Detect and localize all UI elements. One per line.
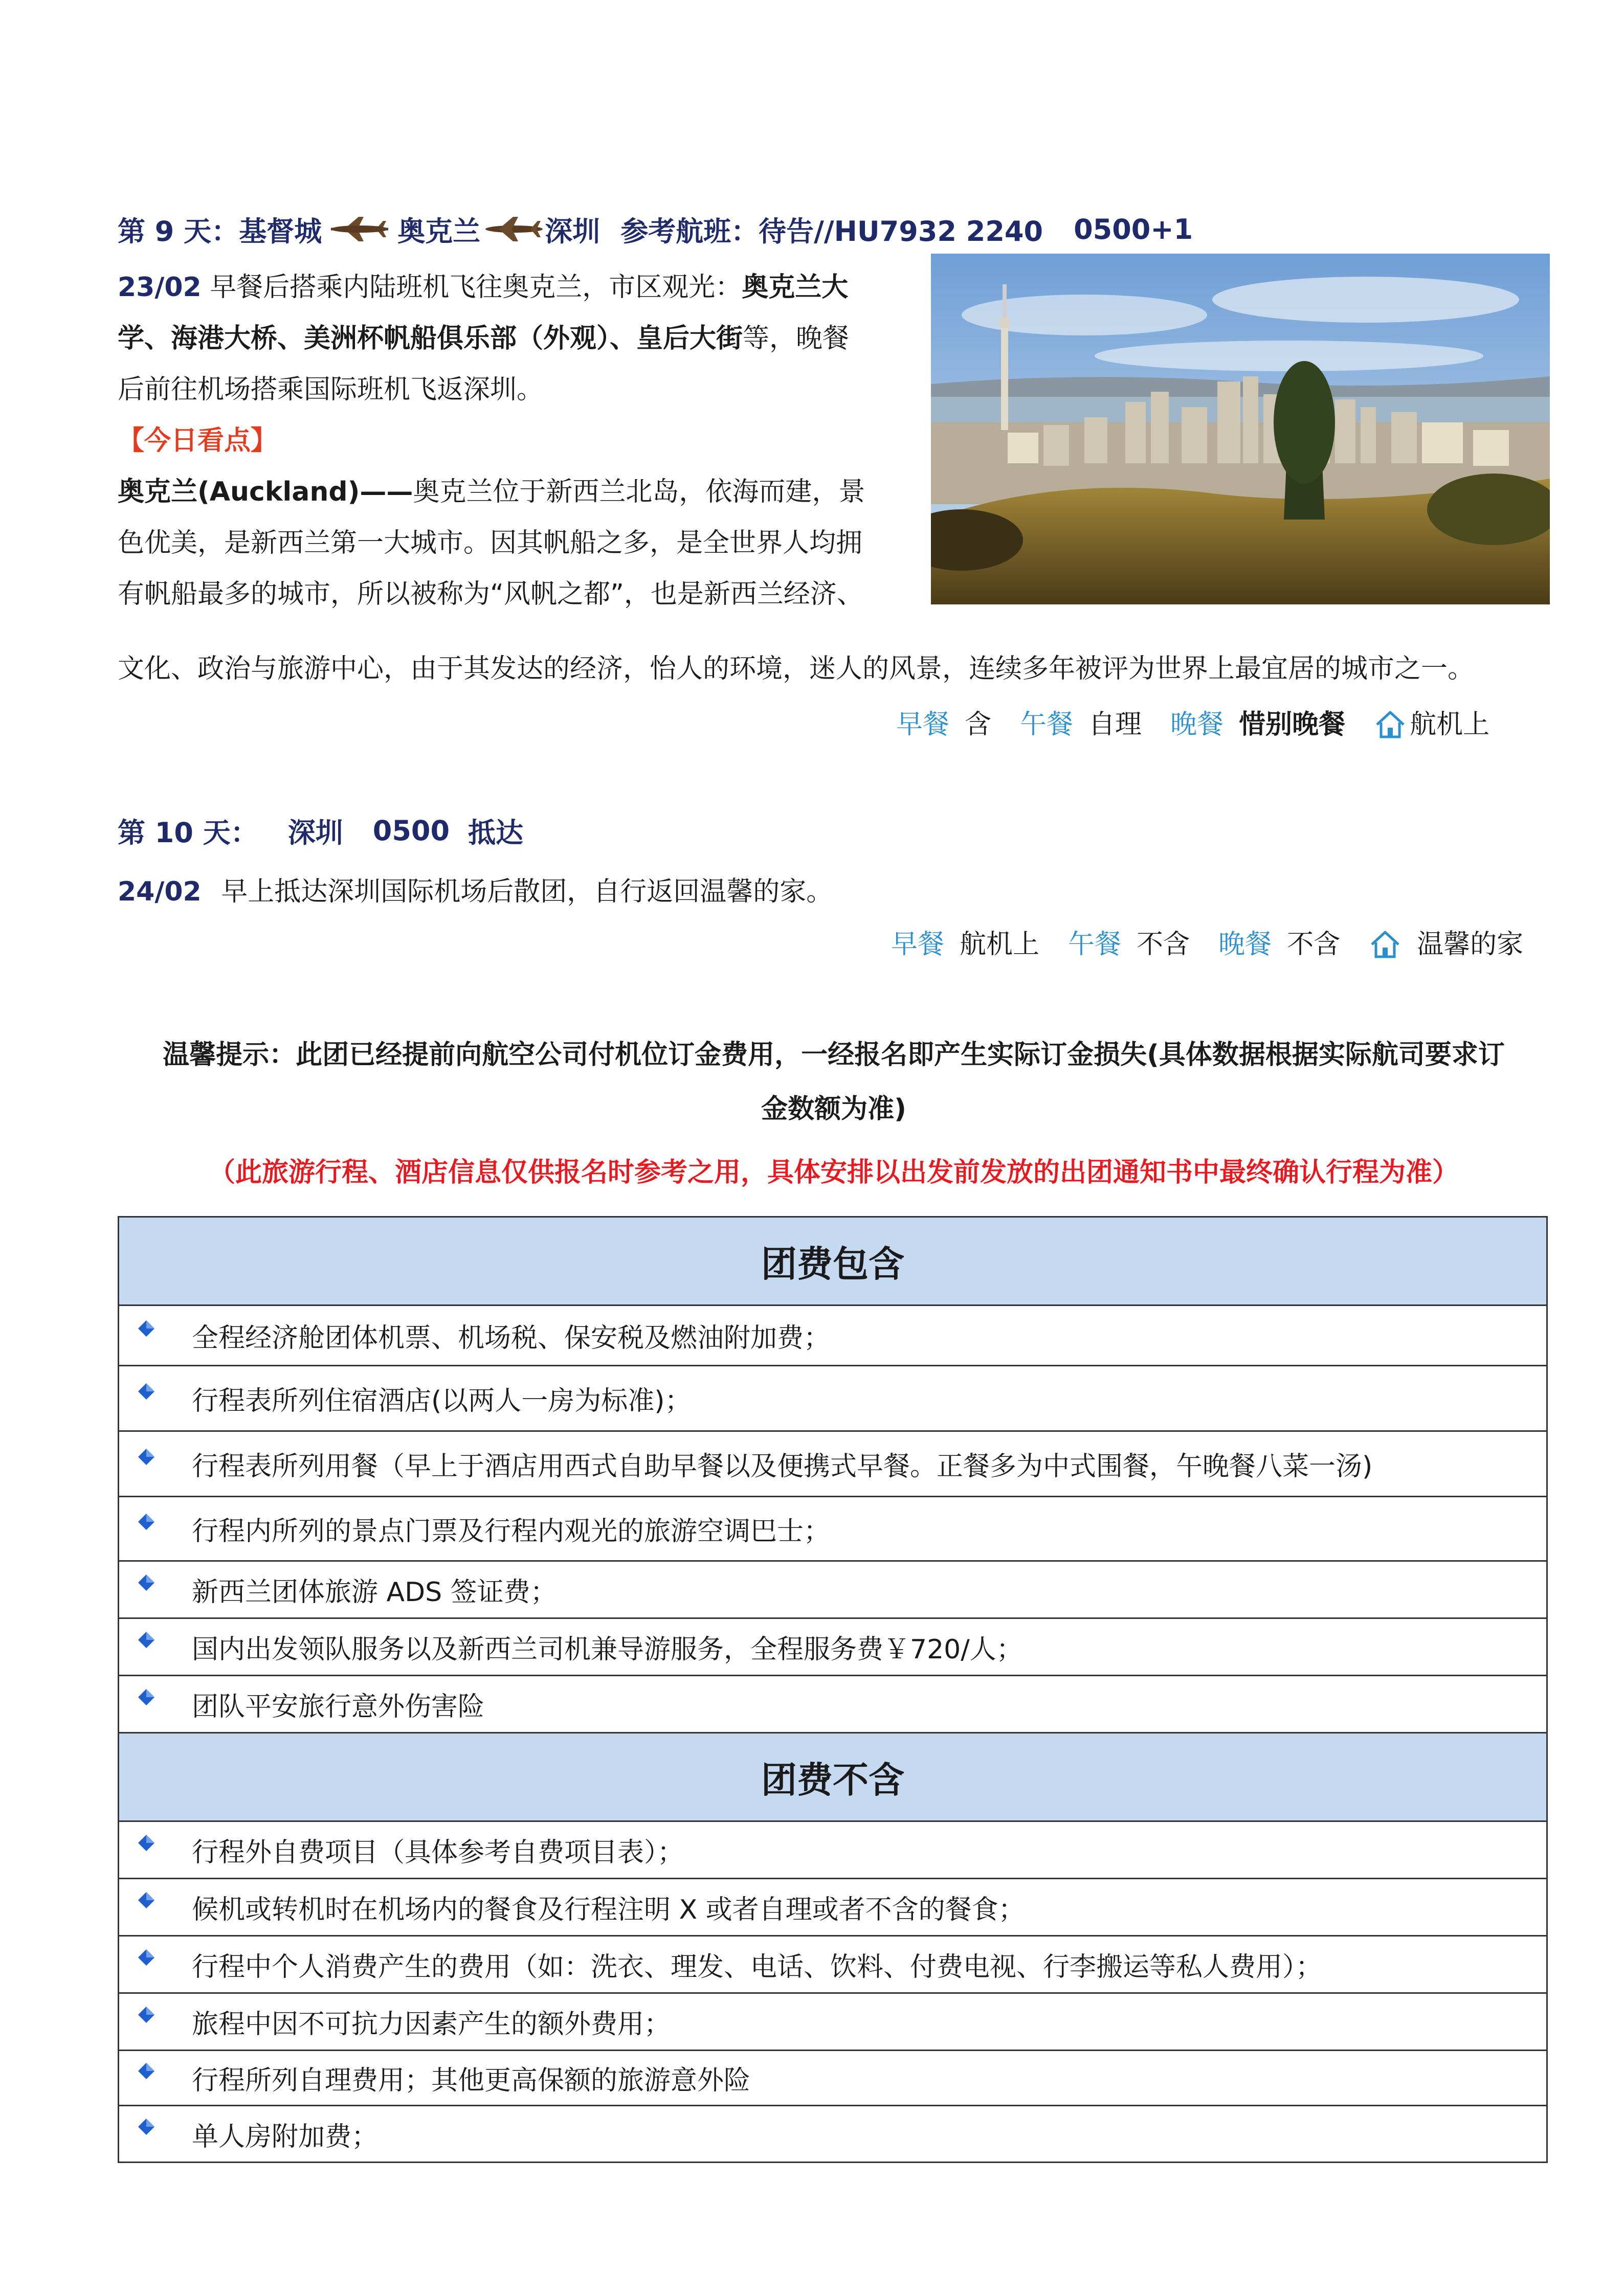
- fee-item-text: 团队平安旅行意外伤害险: [192, 1692, 485, 1722]
- day9-line-3: 后前往机场搭乘国际班机飞返深圳。: [118, 374, 544, 405]
- day9-line-6: 色优美，是新西兰第一大城市。因其帆船之多，是全世界人均拥: [118, 528, 863, 558]
- fee-row: [119, 2051, 1546, 2106]
- house-icon: [1369, 928, 1401, 961]
- day9-attraction-bold: 奥克兰大: [742, 272, 849, 303]
- day10-header: [118, 810, 523, 851]
- day10-date: 24/02: [118, 876, 202, 907]
- day9-city-christchurch: 基督城: [239, 215, 322, 247]
- fee-row: [119, 1497, 1546, 1562]
- day9-meals: [896, 702, 1489, 748]
- fee-item-text: 单人房附加费；: [192, 2121, 379, 2152]
- diamond-bullet-icon: [138, 1631, 155, 1649]
- day10-city: 深圳: [287, 816, 343, 849]
- fee-row: [119, 1676, 1546, 1734]
- day9-description: [118, 262, 916, 620]
- lodging-value: 温馨的家: [1417, 929, 1524, 960]
- fee-item-text: 候机或转机时在机场内的餐食及行程注明 X 或者自理或者不含的餐食；: [192, 1895, 1025, 1925]
- diamond-bullet-icon: [138, 1949, 155, 1966]
- auckland-skyline-image: [931, 254, 1550, 604]
- fee-row: [119, 1879, 1546, 1937]
- fee-row: [119, 1432, 1546, 1497]
- breakfast-label: 早餐: [891, 929, 945, 960]
- dinner-label: 晚餐: [1218, 929, 1272, 960]
- diamond-bullet-icon: [138, 1448, 155, 1466]
- fee-item-text: 旅程中因不可抗力因素产生的额外费用；: [192, 2009, 671, 2040]
- breakfast-label: 早餐: [896, 709, 950, 740]
- day9-header: [118, 209, 1193, 250]
- fee-row: [119, 1937, 1546, 1994]
- fee-row: [119, 1994, 1546, 2051]
- lunch-value: 自理: [1088, 709, 1142, 740]
- day9-text: 等，晚餐: [743, 323, 850, 354]
- day9-city-auckland: 奥克兰: [397, 215, 481, 247]
- dinner-value: 惜别晚餐: [1239, 709, 1346, 740]
- day9-text: 奥克兰位于新西兰北岛，依海而建，景: [413, 477, 865, 507]
- warm-tips: [118, 1028, 1550, 1136]
- day9-line-5: [118, 466, 916, 517]
- fee-row: [119, 1822, 1546, 1879]
- fee-item-text: 新西兰团体旅游 ADS 签证费；: [192, 1577, 557, 1608]
- auckland-term: 奥克兰(Auckland)——: [118, 477, 413, 507]
- fee-row: [119, 1619, 1546, 1676]
- fee-row: [119, 2106, 1546, 2162]
- diamond-bullet-icon: [138, 1383, 155, 1400]
- day9-line-1: [118, 262, 916, 313]
- dinner-label: 晚餐: [1170, 709, 1224, 740]
- diamond-bullet-icon: [138, 1689, 155, 1706]
- lunch-label: 午餐: [1020, 709, 1074, 740]
- dinner-value: 不含: [1287, 929, 1341, 960]
- day9-city-shenzhen: 深圳: [545, 215, 600, 247]
- fee-table: [118, 1216, 1548, 2163]
- fee-item-text: 全程经济舱团体机票、机场税、保安税及燃油附加费；: [192, 1323, 831, 1354]
- house-icon: [1374, 708, 1407, 741]
- day10-text: 早上抵达深圳国际机场后散团，自行返回温馨的家。: [221, 876, 833, 907]
- fee-row: [119, 1306, 1546, 1366]
- day9-attraction-bold: 学、海港大桥、美洲杯帆船俱乐部（外观）、皇后大街: [118, 323, 743, 354]
- day9-line-7: 有帆船最多的城市，所以被称为“风帆之都”，也是新西兰经济、: [118, 579, 863, 610]
- fee-item-text: 行程中个人消费产生的费用（如：洗衣、理发、电话、饮料、付费电视、行李搬运等私人费用）；: [192, 1952, 1323, 1983]
- lunch-label: 午餐: [1068, 929, 1122, 960]
- lunch-value: 不含: [1137, 929, 1190, 960]
- airplane-icon: [483, 214, 545, 244]
- diamond-bullet-icon: [138, 2006, 155, 2023]
- fee-row: [119, 1366, 1546, 1432]
- day10-meals: [891, 921, 1523, 967]
- day10-time: 0500: [372, 814, 450, 847]
- highlight-tag: 【今日看点】: [118, 425, 278, 456]
- fee-item-text: 行程表所列用餐（早上于酒店用西式自助早餐以及便携式早餐。正餐多为中式围餐，午晚餐八菜一汤): [192, 1451, 1373, 1482]
- fee-item-text: 行程表所列住宿酒店(以两人一房为标准)；: [192, 1386, 692, 1416]
- day10-arrive: 抵达: [468, 816, 524, 849]
- diamond-bullet-icon: [138, 1574, 155, 1591]
- day9-date: 23/02: [118, 272, 202, 303]
- excluded-list: [119, 1822, 1546, 2162]
- diamond-bullet-icon: [138, 1834, 155, 1852]
- lodging-value: 航机上: [1410, 709, 1490, 740]
- diamond-bullet-icon: [138, 1892, 155, 1909]
- day9-flight-time: 0500+1: [1074, 213, 1193, 245]
- day9-label: 第 9 天：: [118, 215, 239, 247]
- tips-line-1: 温馨提示：此团已经提前向航空公司付机位订金费用，一经报名即产生实际订金损失(具体数据根据实际航司要求订: [163, 1040, 1505, 1070]
- fee-item-text: 行程外自费项目（具体参考自费项目表）；: [192, 1837, 684, 1868]
- diamond-bullet-icon: [138, 2062, 155, 2080]
- day9-highlight-label: [118, 415, 916, 466]
- auckland-skyline-photo: [931, 254, 1550, 604]
- tips-line-2: 金数额为准): [761, 1094, 906, 1124]
- diamond-bullet-icon: [138, 1320, 155, 1337]
- itinerary-disclaimer: （此旅游行程、酒店信息仅供报名时参考之用，具体安排以出发前发放的出团通知书中最终确认行程为准）: [208, 1157, 1459, 1188]
- fee-item-text: 行程内所列的景点门票及行程内观光的旅游空调巴士；: [192, 1516, 831, 1547]
- day9-flight-info: 参考航班：待告//HU7932 2240: [620, 215, 1043, 247]
- diamond-bullet-icon: [138, 2118, 155, 2135]
- airplane-icon: [329, 214, 390, 244]
- day10-description: [118, 866, 833, 917]
- diamond-bullet-icon: [138, 1513, 155, 1530]
- fee-row: [119, 1562, 1546, 1619]
- day10-label: 第 10 天：: [118, 816, 258, 849]
- day9-line-8: 文化、政治与旅游中心，由于其发达的经济，怡人的环境，迷人的风景，连续多年被评为世界上最宜居的城市之一。: [118, 654, 1475, 684]
- day9-text: 早餐后搭乘内陆班机飞往奥克兰，市区观光：: [210, 272, 742, 303]
- breakfast-value: 航机上: [960, 929, 1040, 960]
- breakfast-value: 含: [965, 709, 992, 740]
- included-list: [119, 1306, 1546, 1734]
- excluded-header: 团费不含: [119, 1734, 1546, 1822]
- fee-item-text: 行程所列自理费用；其他更高保额的旅游意外险: [192, 2065, 751, 2096]
- included-header: 团费包含: [119, 1218, 1546, 1306]
- day9-line-2: [118, 313, 916, 364]
- fee-item-text: 国内出发领队服务以及新西兰司机兼导游服务，全程服务费￥720/人；: [192, 1634, 1023, 1665]
